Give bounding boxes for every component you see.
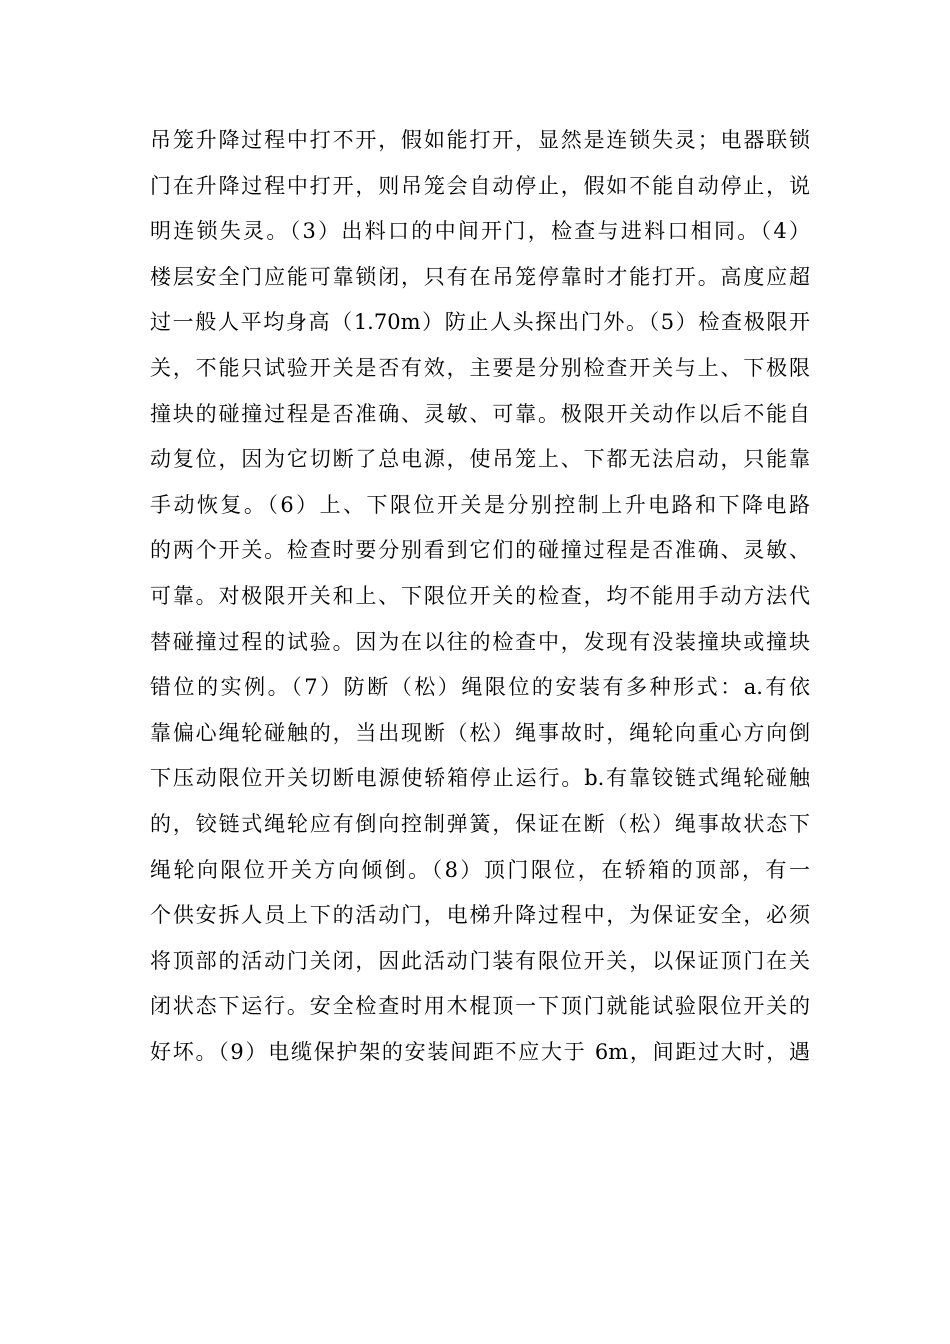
text-line: 关，不能只试验开关是否有效，主要是分别检查开关与上、下极限 [150,355,810,380]
text-line: 好坏。（9）电缆保护架的安装间距不应大于 6m，间距过大时，遇 [150,1039,810,1064]
text-line: 靠偏心绳轮碰触的，当出现断（松）绳事故时，绳轮向重心方向倒 [150,720,810,745]
text-line: 楼层安全门应能可靠锁闭，只有在吊笼停靠时才能打开。高度应超 [150,264,810,289]
text-line: 错位的实例。（7）防断（松）绳限位的安装有多种形式：a.有依 [150,675,810,700]
text-line: 的两个开关。检查时要分别看到它们的碰撞过程是否准确、灵敏、 [150,538,810,563]
text-line: 下压动限位开关切断电源使轿箱停止运行。b.有靠铰链式绳轮碰触 [150,766,810,791]
text-line: 绳轮向限位开关方向倾倒。（8）顶门限位，在轿箱的顶部，有一 [150,857,810,882]
text-line: 过一般人平均身高（1.70m）防止人头探出门外。（5）检查极限开 [150,310,810,335]
text-line: 将顶部的活动门关闭，因此活动门装有限位开关，以保证顶门在关 [150,948,810,973]
text-line: 闭状态下运行。安全检查时用木棍顶一下顶门就能试验限位开关的 [150,994,810,1019]
text-line: 明连锁失灵。（3）出料口的中间开门，检查与进料口相同。（4） [150,219,810,244]
text-line: 动复位，因为它切断了总电源，使吊笼上、下都无法启动，只能靠 [150,447,810,472]
text-line: 替碰撞过程的试验。因为在以往的检查中，发现有没装撞块或撞块 [150,629,810,654]
text-line: 撞块的碰撞过程是否准确、灵敏、可靠。极限开关动作以后不能自 [150,401,810,426]
body-paragraph [150,118,810,1075]
text-line: 个供安拆人员上下的活动门，电梯升降过程中，为保证安全，必须 [150,903,810,928]
text-line: 可靠。对极限开关和上、下限位开关的检查，均不能用手动方法代 [150,583,810,608]
text-line: 吊笼升降过程中打不开，假如能打开，显然是连锁失灵；电器联锁 [150,128,810,152]
text-line: 门在升降过程中打开，则吊笼会自动停止，假如不能自动停止，说 [150,173,810,198]
text-line: 手动恢复。（6）上、下限位开关是分别控制上升电路和下降电路 [150,492,810,517]
text-line: 的，铰链式绳轮应有倒向控制弹簧，保证在断（松）绳事故状态下 [150,811,810,836]
